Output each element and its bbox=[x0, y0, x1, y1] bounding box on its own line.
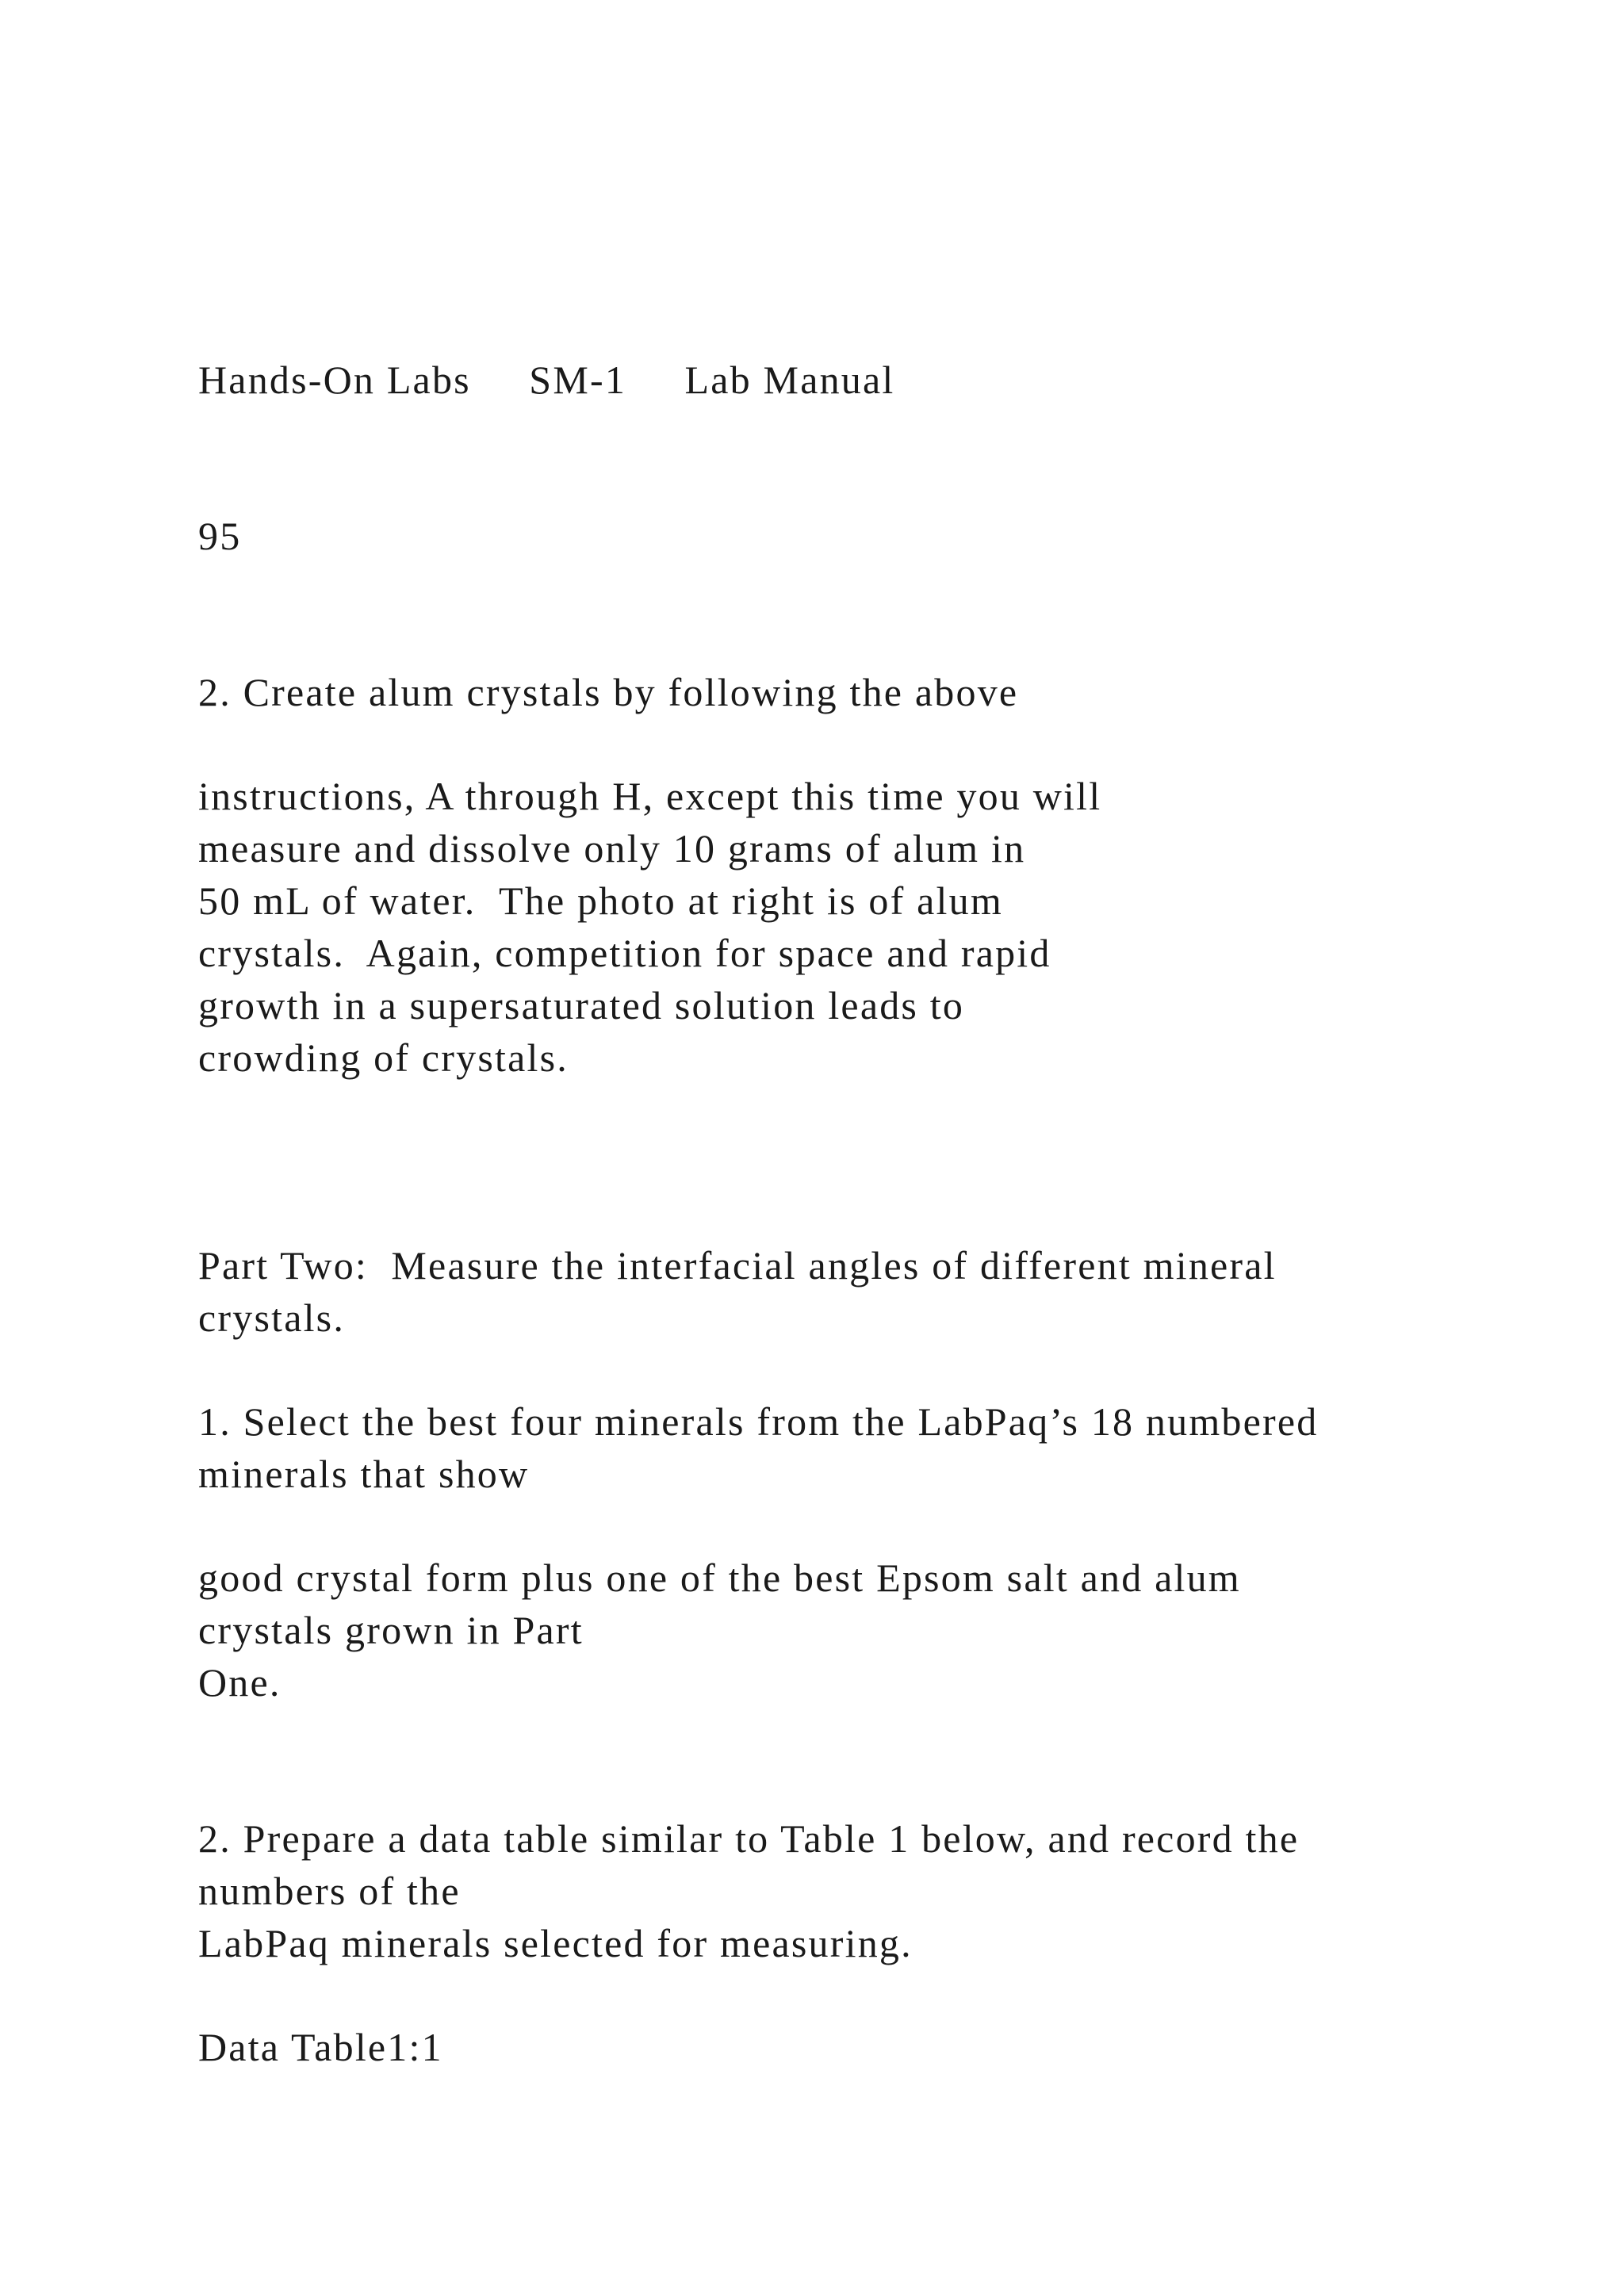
step-2-line-2: instructions, A through H, except this time you will bbox=[198, 774, 1102, 818]
part-two-step-1-line-2: minerals that show bbox=[198, 1452, 530, 1496]
step-2-line-5: crystals. Again, competition for space and rapid bbox=[198, 931, 1051, 975]
part-two-step-2-line-2: numbers of the bbox=[198, 1869, 461, 1913]
step-2-line-7: crowding of crystals. bbox=[198, 1035, 569, 1080]
part-two-step-2-line-1: 2. Prepare a data table similar to Table 1 below, and record the bbox=[198, 1816, 1300, 1861]
step-2-line-3: measure and dissolve only 10 grams of alum in bbox=[198, 826, 1026, 871]
page-number: 95 bbox=[198, 514, 242, 558]
data-table-label: Data Table1:1 bbox=[198, 2025, 443, 2069]
part-two-step-1-line-4: crystals grown in Part bbox=[198, 1608, 584, 1652]
running-header: Hands-On Labs SM-1 Lab Manual bbox=[198, 358, 895, 402]
step-2-line-1: 2. Create alum crystals by following the above bbox=[198, 670, 1019, 714]
part-two-step-2-line-3: LabPaq minerals selected for measuring. bbox=[198, 1921, 913, 1965]
part-two-heading-line-2: crystals. bbox=[198, 1295, 346, 1340]
part-two-heading-line-1: Part Two: Measure the interfacial angles of different mineral bbox=[198, 1243, 1277, 1288]
part-two-step-1-line-3: good crystal form plus one of the best Epsom salt and alum bbox=[198, 1556, 1241, 1600]
part-two-step-1-line-1: 1. Select the best four minerals from the LabPaq’s 18 numbered bbox=[198, 1399, 1319, 1444]
part-two-step-1-line-5: One. bbox=[198, 1660, 282, 1705]
step-2-line-6: growth in a supersaturated solution leads to bbox=[198, 983, 965, 1027]
step-2-line-4: 50 mL of water. The photo at right is of alum bbox=[198, 878, 1003, 923]
